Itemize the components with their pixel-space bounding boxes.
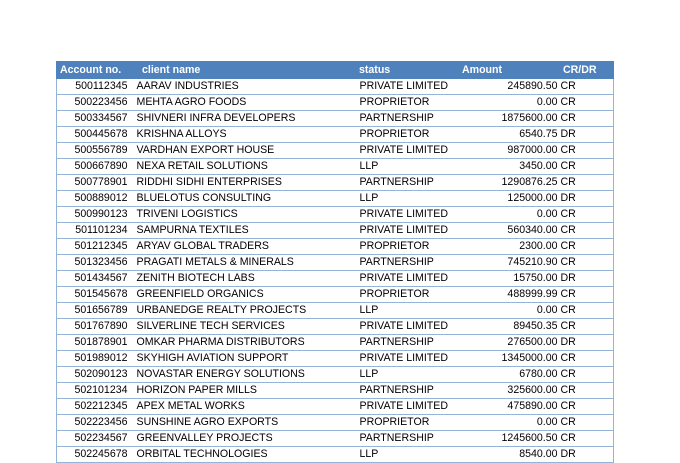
cell-cr-dr[interactable]: CR — [558, 175, 614, 191]
cell-cr-dr[interactable]: CR — [558, 303, 614, 319]
cell-cr-dr[interactable]: DR — [558, 127, 614, 143]
cell-cr-dr[interactable]: DR — [558, 191, 614, 207]
cell-account-no[interactable]: 500556789 — [57, 143, 128, 159]
table-row[interactable] — [57, 191, 614, 207]
table-row[interactable] — [57, 319, 614, 335]
cell-amount[interactable]: 1345000.00 — [460, 351, 558, 367]
header-amount[interactable]: Amount — [460, 62, 558, 79]
cell-cr-dr[interactable]: CR — [558, 383, 614, 399]
cell-amount[interactable]: 6780.00 — [460, 367, 558, 383]
cell-amount[interactable]: 15750.00 — [460, 271, 558, 287]
cell-cr-dr[interactable]: CR — [558, 159, 614, 175]
cell-account-no[interactable]: 502090123 — [57, 367, 128, 383]
cell-amount[interactable]: 1245600.50 — [460, 431, 558, 447]
table-body — [57, 79, 614, 463]
cell-status[interactable]: PRIVATE LIMITED — [358, 271, 460, 287]
cell-status[interactable]: PARTNERSHIP — [358, 383, 460, 399]
cell-status[interactable]: PROPRIETOR — [358, 287, 460, 303]
table-row[interactable] — [57, 399, 614, 415]
cell-cr-dr[interactable]: CR — [558, 287, 614, 303]
cell-client-name[interactable]: TRIVENI LOGISTICS — [128, 207, 358, 223]
cell-amount[interactable]: 488999.99 — [460, 287, 558, 303]
cell-client-name[interactable]: SUNSHINE AGRO EXPORTS — [128, 415, 358, 431]
cell-account-no[interactable]: 500445678 — [57, 127, 128, 143]
cell-client-name[interactable]: ZENITH BIOTECH LABS — [128, 271, 358, 287]
cell-cr-dr[interactable]: CR — [558, 95, 614, 111]
cell-account-no[interactable]: 500223456 — [57, 95, 128, 111]
cell-status[interactable]: LLP — [358, 191, 460, 207]
cell-cr-dr[interactable]: CR — [558, 367, 614, 383]
cell-status[interactable]: PARTNERSHIP — [358, 175, 460, 191]
cell-client-name[interactable]: NEXA RETAIL SOLUTIONS — [128, 159, 358, 175]
cell-client-name[interactable]: AARAV INDUSTRIES — [128, 79, 358, 95]
cell-amount[interactable]: 475890.00 — [460, 399, 558, 415]
cell-client-name[interactable]: RIDDHI SIDHI ENTERPRISES — [128, 175, 358, 191]
cell-status[interactable]: LLP — [358, 303, 460, 319]
table-row[interactable] — [57, 447, 614, 463]
cell-account-no[interactable]: 502234567 — [57, 431, 128, 447]
cell-client-name[interactable]: SAMPURNA TEXTILES — [128, 223, 358, 239]
cell-status[interactable]: PRIVATE LIMITED — [358, 319, 460, 335]
cell-cr-dr[interactable]: CR — [558, 79, 614, 95]
table-row[interactable] — [57, 287, 614, 303]
header-client-name[interactable]: client name — [128, 62, 358, 79]
cell-client-name[interactable]: MEHTA AGRO FOODS — [128, 95, 358, 111]
cell-client-name[interactable]: ORBITAL TECHNOLOGIES — [128, 447, 358, 463]
cell-account-no[interactable]: 501656789 — [57, 303, 128, 319]
cell-account-no[interactable]: 502212345 — [57, 399, 128, 415]
table-row[interactable] — [57, 159, 614, 175]
table-row[interactable] — [57, 175, 614, 191]
cell-client-name[interactable]: SKYHIGH AVIATION SUPPORT — [128, 351, 358, 367]
table-row[interactable] — [57, 271, 614, 287]
cell-client-name[interactable]: OMKAR PHARMA DISTRIBUTORS — [128, 335, 358, 351]
cell-account-no[interactable]: 502245678 — [57, 447, 128, 463]
cell-status[interactable]: LLP — [358, 367, 460, 383]
cell-account-no[interactable]: 501989012 — [57, 351, 128, 367]
cell-amount[interactable]: 2300.00 — [460, 239, 558, 255]
cell-amount[interactable]: 276500.00 — [460, 335, 558, 351]
cell-client-name[interactable]: ARYAV GLOBAL TRADERS — [128, 239, 358, 255]
cell-account-no[interactable]: 500334567 — [57, 111, 128, 127]
cell-amount[interactable]: 3450.00 — [460, 159, 558, 175]
cell-amount[interactable]: 0.00 — [460, 207, 558, 223]
cell-account-no[interactable]: 501545678 — [57, 287, 128, 303]
cell-status[interactable]: PARTNERSHIP — [358, 335, 460, 351]
cell-cr-dr[interactable]: CR — [558, 351, 614, 367]
cell-amount[interactable]: 1875600.00 — [460, 111, 558, 127]
cell-cr-dr[interactable]: CR — [558, 239, 614, 255]
cell-cr-dr[interactable]: CR — [558, 111, 614, 127]
cell-cr-dr[interactable]: CR — [558, 399, 614, 415]
cell-cr-dr[interactable]: CR — [558, 255, 614, 271]
cell-client-name[interactable]: APEX METAL WORKS — [128, 399, 358, 415]
table-row[interactable] — [57, 127, 614, 143]
cell-account-no[interactable]: 500667890 — [57, 159, 128, 175]
cell-account-no[interactable]: 500778901 — [57, 175, 128, 191]
table-row[interactable] — [57, 431, 614, 447]
cell-amount[interactable]: 8540.00 — [460, 447, 558, 463]
table-row[interactable] — [57, 111, 614, 127]
table-row[interactable] — [57, 303, 614, 319]
header-row — [57, 62, 614, 79]
cell-client-name[interactable]: GREENVALLEY PROJECTS — [128, 431, 358, 447]
table-row[interactable] — [57, 415, 614, 431]
cell-cr-dr[interactable]: DR — [558, 335, 614, 351]
cell-status[interactable]: PARTNERSHIP — [358, 111, 460, 127]
cell-client-name[interactable]: VARDHAN EXPORT HOUSE — [128, 143, 358, 159]
header-cr-dr[interactable]: CR/DR — [558, 62, 614, 79]
cell-account-no[interactable]: 500990123 — [57, 207, 128, 223]
cell-status[interactable]: PRIVATE LIMITED — [358, 223, 460, 239]
table-row[interactable] — [57, 143, 614, 159]
cell-cr-dr[interactable]: CR — [558, 319, 614, 335]
cell-amount[interactable]: 560340.00 — [460, 223, 558, 239]
accounts-table — [56, 61, 614, 463]
cell-status[interactable]: PRIVATE LIMITED — [358, 143, 460, 159]
cell-amount[interactable]: 325600.00 — [460, 383, 558, 399]
table-row[interactable] — [57, 335, 614, 351]
cell-amount[interactable]: 1290876.25 — [460, 175, 558, 191]
header-account-no[interactable]: Account no. — [57, 62, 128, 79]
header-status[interactable]: status — [358, 62, 460, 79]
cell-account-no[interactable]: 501878901 — [57, 335, 128, 351]
table-row[interactable] — [57, 79, 614, 95]
table-row[interactable] — [57, 383, 614, 399]
cell-cr-dr[interactable]: CR — [558, 223, 614, 239]
table-row[interactable] — [57, 95, 614, 111]
cell-amount[interactable]: 89450.35 — [460, 319, 558, 335]
cell-status[interactable]: PROPRIETOR — [358, 127, 460, 143]
cell-status[interactable]: LLP — [358, 447, 460, 463]
cell-amount[interactable]: 245890.50 — [460, 79, 558, 95]
cell-client-name[interactable]: SILVERLINE TECH SERVICES — [128, 319, 358, 335]
spreadsheet — [56, 61, 597, 463]
cell-client-name[interactable]: URBANEDGE REALTY PROJECTS — [128, 303, 358, 319]
cell-account-no[interactable]: 501323456 — [57, 255, 128, 271]
cell-client-name[interactable]: HORIZON PAPER MILLS — [128, 383, 358, 399]
cell-client-name[interactable]: BLUELOTUS CONSULTING — [128, 191, 358, 207]
cell-status[interactable]: PROPRIETOR — [358, 239, 460, 255]
cell-cr-dr[interactable]: CR — [558, 207, 614, 223]
cell-account-no[interactable]: 501767890 — [57, 319, 128, 335]
cell-client-name[interactable]: GREENFIELD ORGANICS — [128, 287, 358, 303]
table-row[interactable] — [57, 367, 614, 383]
cell-cr-dr[interactable]: DR — [558, 447, 614, 463]
cell-cr-dr[interactable]: DR — [558, 271, 614, 287]
cell-account-no[interactable]: 502101234 — [57, 383, 128, 399]
cell-amount[interactable]: 6540.75 — [460, 127, 558, 143]
cell-status[interactable]: PARTNERSHIP — [358, 431, 460, 447]
cell-client-name[interactable]: PRAGATI METALS & MINERALS — [128, 255, 358, 271]
cell-account-no[interactable]: 500889012 — [57, 191, 128, 207]
cell-status[interactable]: PARTNERSHIP — [358, 255, 460, 271]
cell-amount[interactable]: 0.00 — [460, 303, 558, 319]
table-row[interactable] — [57, 207, 614, 223]
cell-amount[interactable]: 0.00 — [460, 95, 558, 111]
cell-account-no[interactable]: 501434567 — [57, 271, 128, 287]
table-row[interactable] — [57, 239, 614, 255]
cell-cr-dr[interactable]: CR — [558, 431, 614, 447]
cell-client-name[interactable]: NOVASTAR ENERGY SOLUTIONS — [128, 367, 358, 383]
cell-account-no[interactable]: 501101234 — [57, 223, 128, 239]
cell-amount[interactable]: 987000.00 — [460, 143, 558, 159]
cell-status[interactable]: PROPRIETOR — [358, 95, 460, 111]
cell-client-name[interactable]: SHIVNERI INFRA DEVELOPERS — [128, 111, 358, 127]
cell-cr-dr[interactable]: CR — [558, 415, 614, 431]
cell-cr-dr[interactable]: CR — [558, 143, 614, 159]
table-row[interactable] — [57, 351, 614, 367]
cell-client-name[interactable]: KRISHNA ALLOYS — [128, 127, 358, 143]
cell-amount[interactable]: 125000.00 — [460, 191, 558, 207]
cell-status[interactable]: PRIVATE LIMITED — [358, 351, 460, 367]
table-row[interactable] — [57, 223, 614, 239]
table-row[interactable] — [57, 255, 614, 271]
cell-account-no[interactable]: 501212345 — [57, 239, 128, 255]
cell-account-no[interactable]: 502223456 — [57, 415, 128, 431]
cell-account-no[interactable]: 500112345 — [57, 79, 128, 95]
cell-amount[interactable]: 0.00 — [460, 415, 558, 431]
cell-status[interactable]: PRIVATE LIMITED — [358, 399, 460, 415]
cell-status[interactable]: PROPRIETOR — [358, 415, 460, 431]
cell-status[interactable]: PRIVATE LIMITED — [358, 79, 460, 95]
cell-status[interactable]: LLP — [358, 159, 460, 175]
cell-status[interactable]: PRIVATE LIMITED — [358, 207, 460, 223]
cell-amount[interactable]: 745210.90 — [460, 255, 558, 271]
